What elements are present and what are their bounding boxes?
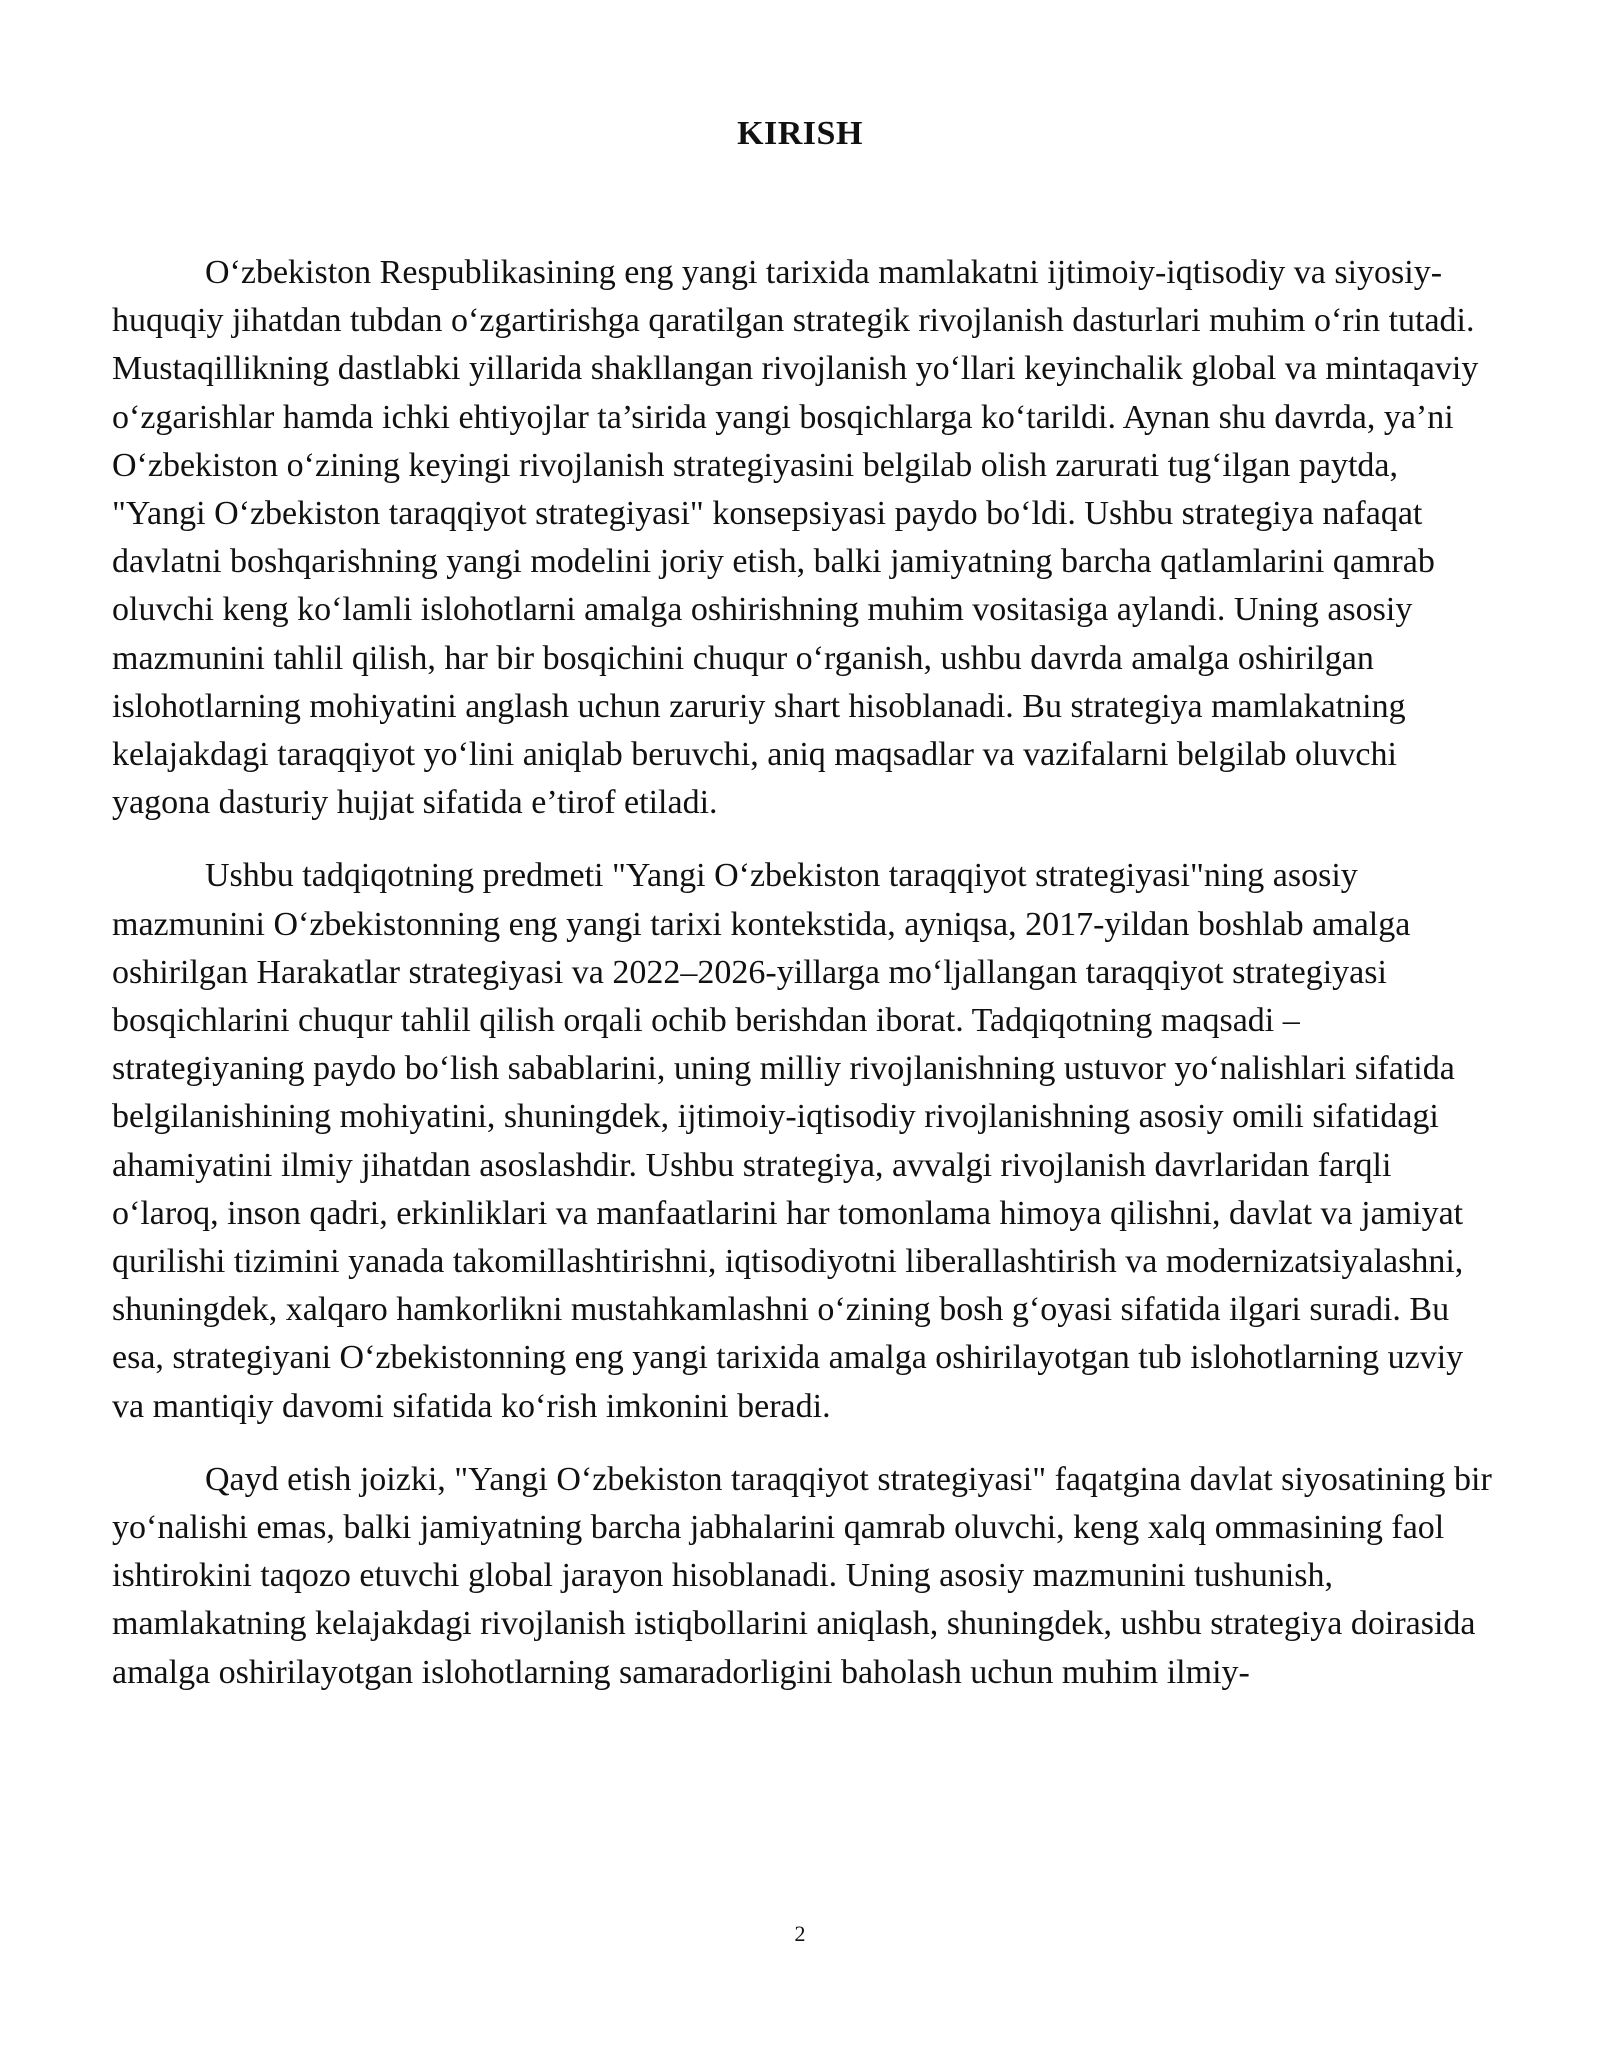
page-title: KIRISH xyxy=(737,115,863,152)
paragraph-2: Ushbu tadqiqotning predmeti "Yangi O‘zbekiston taraqqiyot strategiyasi"ning asosiy mazmunini O‘zbekistonning eng yangi tarixi kontekstida, ayniqsa, 2017-yildan boshlab amalga oshirilgan Harakatlar strategiyasi va 2022–2026-yillarga mo‘ljallangan taraqqiyot strategiyasi bosqichlarini chuqur tahlil qilish orqali ochib berishdan iborat. Tadqiqotning maqsadi – strategiyaning paydo bo‘lish sabablarini, uning milliy rivojlanishning ustuvor yo‘nalishlari sifatida belgilanishining mohiyatini, shuningdek, ijtimoiy-iqtisodiy rivojlanishning asosiy omili sifatidagi ahamiyatini ilmiy jihatdan asoslashdir. Ushbu strategiya, avvalgi rivojlanish davrlaridan farqli o‘laroq, inson qadri, erkinliklari va manfaatlarini har tomonlama himoya qilishni, davlat va jamiyat qurilishi tizimini yanada takomillashtirishni, iqtisodiyotni liberallashtirish va modernizatsiyalashni, shuningdek, xalqaro hamkorlikni mustahkamlashni o‘zining bosh g‘oyasi sifatida ilgari suradi. Bu esa, strategiyani O‘zbekistonning eng yangi tarixida amalga oshirilayotgan tub islohotlarning uzviy va mantiqiy davomi sifatida ko‘rish imkonini beradi. xyxy=(112,857,1464,1425)
page-number: 2 xyxy=(794,1921,806,1946)
paragraph-3: Qayd etish joizki, "Yangi O‘zbekiston taraqqiyot strategiyasi" faqatgina davlat siyosatining bir yo‘nalishi emas, balki jamiyatning barcha jabhalarini qamrab oluvchi, keng xalq ommasining faol ishtirokini taqozo etuvchi global jarayon hisoblanadi. Uning asosiy mazmunini tushunish, mamlakatning kelajakdagi rivojlanish istiqbollarini aniqlash, shuningdek, ushbu strategiya doirasida amalga oshirilayotgan islohotlarning samaradorligini baholash uchun muhim ilmiy- xyxy=(112,1460,1492,1691)
paragraph-1: O‘zbekiston Respublikasining eng yangi tarixida mamlakatni ijtimoiy-iqtisodiy va siyosiy-huquqiy jihatdan tubdan o‘zgartirishga qaratilgan strategik rivojlanish dasturlari muhim o‘rin tutadi. Mustaqillikning dastlabki yillarida shakllangan rivojlanish yo‘llari keyinchalik global va mintaqaviy o‘zgarishlar hamda ichki ehtiyojlar ta’sirida yangi bosqichlarga ko‘tarildi. Aynan shu davrda, ya’ni O‘zbekiston o‘zining keyingi rivojlanish strategiyasini belgilab olish zarurati tug‘ilgan paytda, "Yangi O‘zbekiston taraqqiyot strategiyasi" konsepsiyasi paydo bo‘ldi. Ushbu strategiya nafaqat davlatni boshqarishning yangi modelini joriy etish, balki jamiyatning barcha qatlamlarini qamrab oluvchi keng ko‘lamli islohotlarni amalga oshirishning muhim vositasiga aylandi. Uning asosiy mazmunini tahlil qilish, har bir bosqichini chuqur o‘rganish, ushbu davrda amalga oshirilgan islohotlarning mohiyatini anglash uchun zaruriy shart hisoblanadi. Bu strategiya mamlakatning kelajakdagi taraqqiyot yo‘lini aniqlab beruvchi, aniq maqsadlar va vazifalarni belgilab oluvchi yagona dasturiy hujjat sifatida e’tirof etiladi. xyxy=(112,254,1479,822)
body-text xyxy=(112,249,1498,1722)
